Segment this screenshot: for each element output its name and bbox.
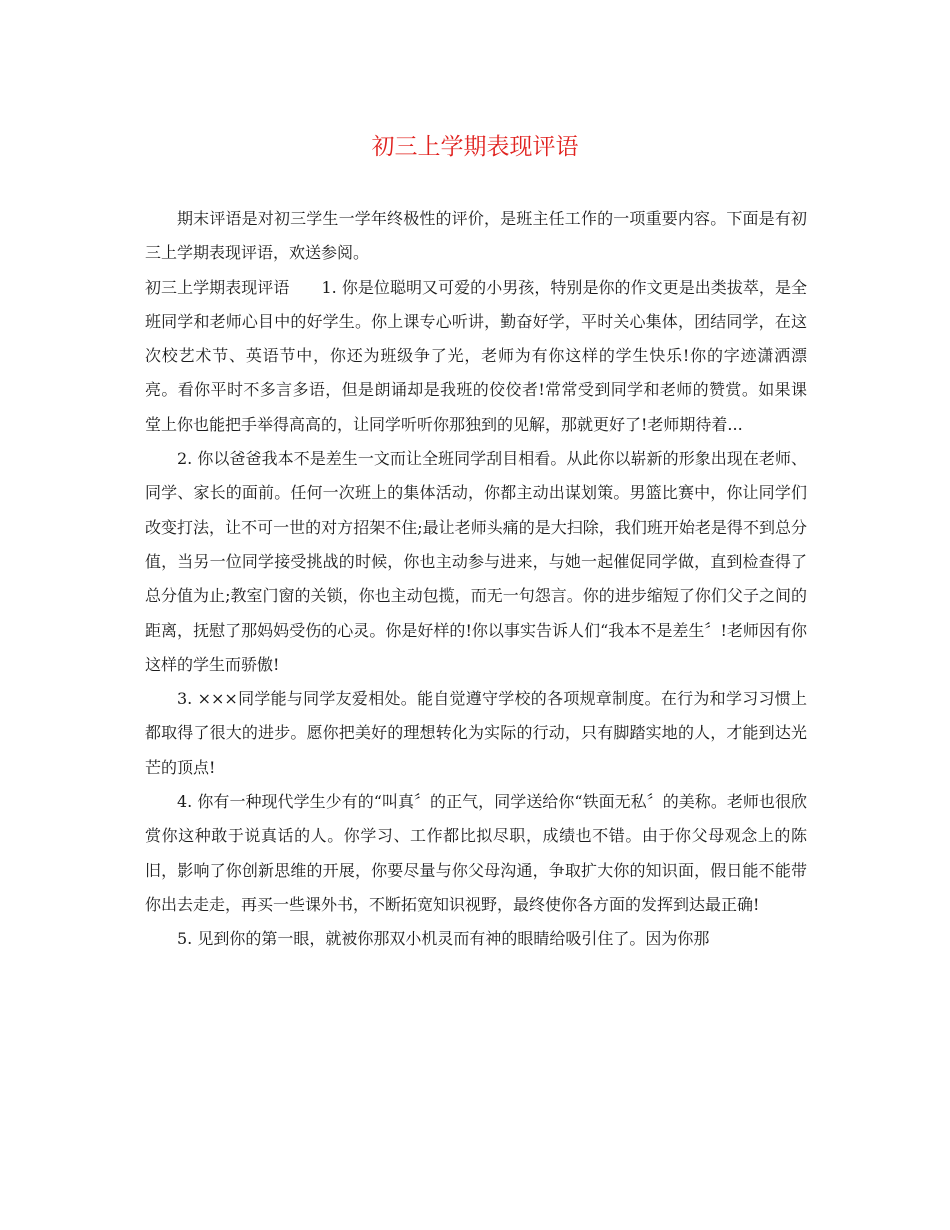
intro-paragraph: 期末评语是对初三学生一学年终极性的评价，是班主任工作的一项重要内容。下面是有初三上学期表现评语，欢送参阅。 — [145, 209, 807, 263]
paragraph-2: 2. 你以爸爸我本不是差生一文而让全班同学刮目相看。从此你以崭新的形象出现在老师、同学、家长的面前。任何一次班上的集体活动，你都主动出谋划策。男篮比赛中，你让同学们改变打法，让不可一世的对方招架不住;最让老师头痛的是大扫除，我们班开始老是得不到总分值，当另一位同学接受挑战的时候，你也主动参与进来，与她一起催促同学做，直到检查得了总分值为止;教室门窗的关锁，你也主动包揽，而无一句怨言。你的进步缩短了你们父子之间的距离，抚慰了那妈妈受伤的心灵。你是好样的!你以事实告诉人们“我本不是差生〞!老师因有你这样的学生而骄傲! — [145, 449, 807, 674]
document-title: 初三上学期表现评语 — [371, 134, 579, 160]
paragraph-4: 4. 你有一种现代学生少有的“叫真〞的正气，同学送给你“铁面无私〞的美称。老师也很欣赏你这种敢于说真话的人。你学习、工作都比拟尽职，成绩也不错。由于你父母观念上的陈旧，影响了你创新思维的开展，你要尽量与你父母沟通，争取扩大你的知识面，假日能不能带你出去走走，再买一些课外书，不断拓宽知识视野，最终使你各方面的发挥到达最正确! — [145, 792, 807, 914]
paragraph-5: 5. 见到你的第一眼，就被你那双小机灵而有神的眼睛给吸引住了。因为你那 — [177, 929, 710, 949]
document-body — [145, 202, 807, 957]
paragraph-3: 3. ×××同学能与同学友爱相处。能自觉遵守学校的各项规章制度。在行为和学习习惯上都取得了很大的进步。愿你把美好的理想转化为实际的行动，只有脚踏实地的人，才能到达光芒的顶点! — [145, 689, 807, 777]
paragraph-1: 初三上学期表现评语 1. 你是位聪明又可爱的小男孩，特别是你的作文更是出类拔萃，是全班同学和老师心目中的好学生。你上课专心听讲，勤奋好学，平时关心集体，团结同学，在这次校艺术节、英语节中，你还为班级争了光，老师为有你这样的学生快乐!你的字迹潇洒漂亮。看你平时不多言多语，但是朗诵却是我班的佼佼者!常常受到同学和老师的赞赏。如果课堂上你也能把手举得高高的，让同学听听你那独到的见解，那就更好了!老师期待着... — [145, 277, 807, 434]
